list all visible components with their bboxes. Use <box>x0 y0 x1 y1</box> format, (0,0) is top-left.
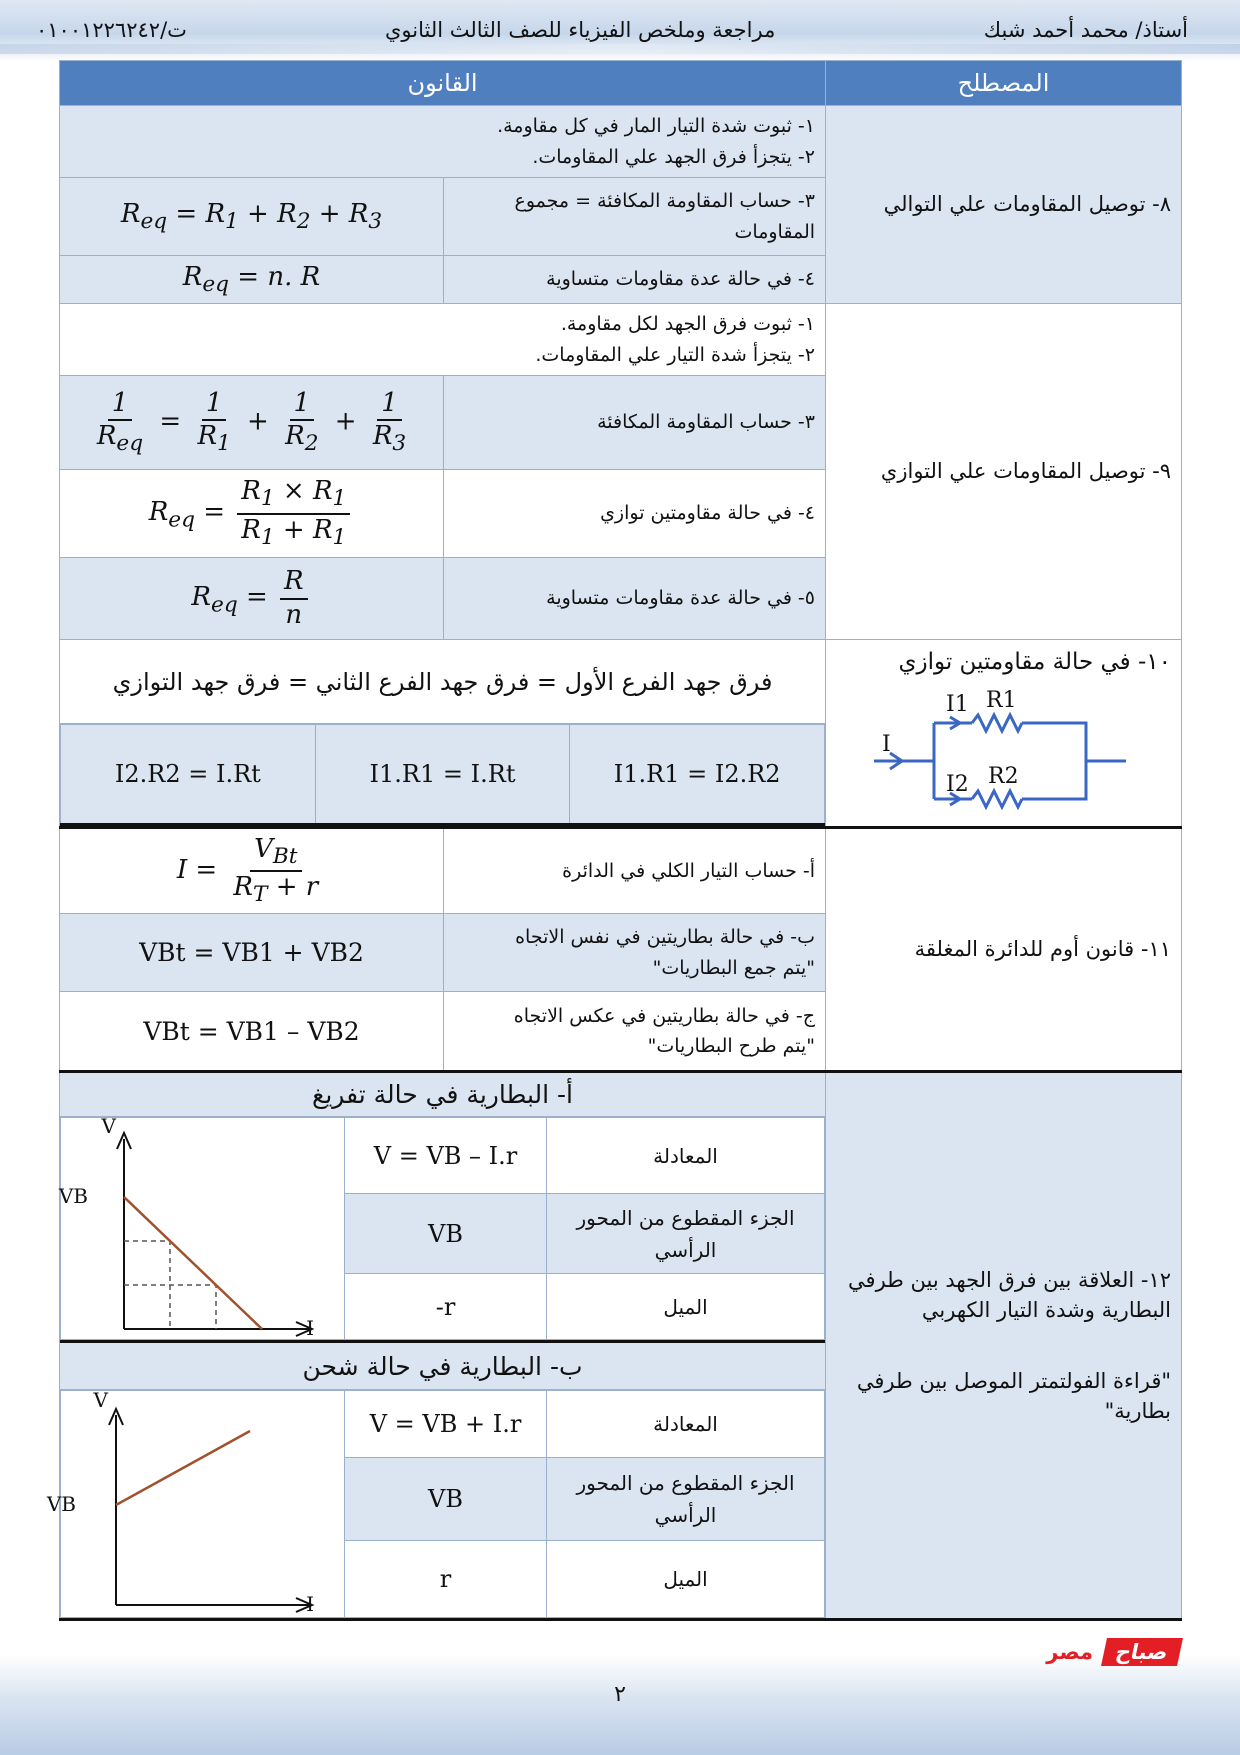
discharge-title: أ- البطارية في حالة تفريغ <box>60 1073 825 1117</box>
discharge-intercept: VB <box>345 1194 547 1274</box>
series-equal-formula: $R_{eq} = n$. R <box>60 256 444 304</box>
parallel-circuit-diagram <box>854 683 1154 813</box>
parallel-equivalent-formula: $\frac{1}{R_{eq}}$ = $\frac{1}{R_1}$ + $\frac{1}{R_2}$ + $\frac{1}{R_3}$ <box>60 376 444 470</box>
parallel-term: ٩- توصيل المقاومات علي التوازي <box>826 304 1182 640</box>
series-rules <box>60 106 826 178</box>
series-term: ٨- توصيل المقاومات علي التوالي <box>826 106 1182 304</box>
parallel-rule-2: ٢- يتجزأ شدة التيار علي المقاومات. <box>535 343 816 366</box>
series-equal-label: ٤- في حالة عدة مقاومات متساوية <box>444 256 826 304</box>
discharge-slope: -r <box>345 1274 547 1340</box>
logo-word-sabah: صباح <box>1101 1638 1183 1666</box>
same-direction-label <box>444 914 826 992</box>
summary-table <box>46 60 1182 1621</box>
charge-graph <box>46 1388 344 1617</box>
two-parallel-content <box>60 640 826 828</box>
document-title: مراجعة وملخص الفيزياء للصف الثالث الثانوي <box>385 18 776 42</box>
label-r1: R1 <box>985 688 1017 714</box>
charge-axis-v: V <box>93 1388 109 1412</box>
discharge-equation-label: المعادلة <box>547 1118 825 1194</box>
two-parallel-term-text: ١٠- في حالة مقاومتين توازي <box>898 649 1172 675</box>
discharge-equation: V = VB – I.r <box>345 1118 547 1194</box>
resistor-r2 <box>972 791 1022 807</box>
battery-relation-term-2: "قراءة الفولتمتر الموصل بين طرفي بطارية" <box>856 1368 1172 1423</box>
discharge-vb-label: VB <box>58 1183 89 1208</box>
resistor-r1 <box>972 715 1022 731</box>
phone-number: ت/٠١٠٠١٢٢٦٢٤٢ <box>36 18 187 42</box>
same-direction-line-2: "يتم جمع البطاريات" <box>652 956 816 979</box>
charge-slope: r <box>345 1540 547 1617</box>
charge-graph-cell <box>46 1388 345 1618</box>
parallel-rule-1: ١- ثبوت فرق الجهد لكل مقاومة. <box>560 313 816 336</box>
equation-i1r1-irt: I1.R1 = I.Rt <box>315 725 570 825</box>
same-direction-line-1: ب- في حالة بطاريتين في نفس الاتجاه <box>515 926 816 949</box>
parallel-equal-formula: $R_{eq}$ = $\frac{R}{n}$ <box>60 558 444 640</box>
equation-i2r2-irt: I2.R2 = I.Rt <box>61 725 316 825</box>
label-i: I <box>881 732 891 758</box>
label-r2: R2 <box>987 764 1019 790</box>
opposite-direction-label <box>444 992 826 1072</box>
page-number: ٢ <box>614 1682 626 1707</box>
logo-word-masr: مصر <box>1046 1640 1094 1664</box>
charge-plot-line <box>116 1431 250 1505</box>
two-parallel-label: ٤- في حالة مقاومتين توازي <box>444 470 826 558</box>
label-i2: I2 <box>945 772 969 798</box>
charge-axis-i: I <box>306 1592 315 1616</box>
battery-relation-content <box>46 1072 826 1620</box>
charge-intercept-label: الجزء المقطوع من المحور الرأسي <box>547 1457 825 1540</box>
charge-equation: V = VB + I.r <box>345 1391 547 1458</box>
total-current-label: أ- حساب التيار الكلي في الدائرة <box>444 828 826 914</box>
charge-title: ب- البطارية في حالة شحن <box>60 1340 825 1390</box>
discharge-intercept-label: الجزء المقطوع من المحور الرأسي <box>547 1194 825 1274</box>
discharge-graph <box>58 1113 344 1340</box>
two-parallel-formula: $R_{eq}$ = $\frac{R_1 \times R_1}{R_1 + R_1}$ <box>60 470 444 558</box>
total-current-formula: I = $\frac{V_{Bt}}{R_T + r}$ <box>60 828 444 914</box>
opposite-direction-line-1: ج- في حالة بطاريتين في عكس الاتجاه <box>513 1004 816 1027</box>
discharge-graph-cell <box>58 1113 345 1340</box>
series-equivalent-formula: $R_{eq} = R_1 + R_2 + R_3$ <box>60 178 444 256</box>
opposite-direction-line-2: "يتم طرح البطاريات" <box>647 1035 816 1057</box>
two-parallel-term <box>826 640 1182 828</box>
battery-relation-term-1: ١٢- العلاقة بين فرق الجهد بين طرفي البطارية وشدة التيار الكهربي <box>848 1267 1172 1323</box>
opposite-direction-formula: VBt = VB1 – VB2 <box>60 992 444 1072</box>
parallel-equivalent-label: ٣- حساب المقاومة المكافئة <box>444 376 826 470</box>
discharge-axis-v: V <box>101 1113 117 1138</box>
closed-circuit-term: ١١- قانون أوم للدائرة المغلقة <box>826 828 1182 1072</box>
series-rule-1: ١- ثبوت شدة التيار المار في كل مقاومة. <box>497 115 816 138</box>
series-rule-2: ٢- يتجزأ فرق الجهد علي المقاومات. <box>532 145 816 168</box>
teacher-name: أستاذ/ محمد أحمد شبك <box>983 18 1188 42</box>
series-equivalent-label: ٣- حساب المقاومة المكافئة = مجموع المقاومات <box>444 178 826 256</box>
discharge-slope-label: الميل <box>547 1274 825 1340</box>
circuit-right-junction <box>1022 723 1086 799</box>
potential-statement: فرق جهد الفرع الأول = فرق جهد الفرع الثاني = فرق جهد التوازي <box>60 640 825 724</box>
charge-slope-label: الميل <box>547 1540 825 1617</box>
law-column-header: القانون <box>60 61 826 106</box>
discharge-axis-i: I <box>306 1315 315 1340</box>
label-i1: I1 <box>945 692 969 718</box>
sabah-masr-logo <box>990 1638 1180 1674</box>
discharge-plot-line <box>124 1197 262 1329</box>
same-direction-formula: VBt = VB1 + VB2 <box>60 914 444 992</box>
parallel-equal-label: ٥- في حالة عدة مقاومات متساوية <box>444 558 826 640</box>
charge-intercept: VB <box>345 1457 547 1540</box>
charge-equation-label: المعادلة <box>547 1391 825 1458</box>
equation-i1r1-i2r2: I1.R1 = I2.R2 <box>570 725 825 825</box>
term-column-header: المصطلح <box>826 61 1182 106</box>
charge-vb-label: VB <box>46 1492 77 1516</box>
battery-relation-term <box>826 1072 1182 1620</box>
parallel-rules <box>60 304 826 376</box>
